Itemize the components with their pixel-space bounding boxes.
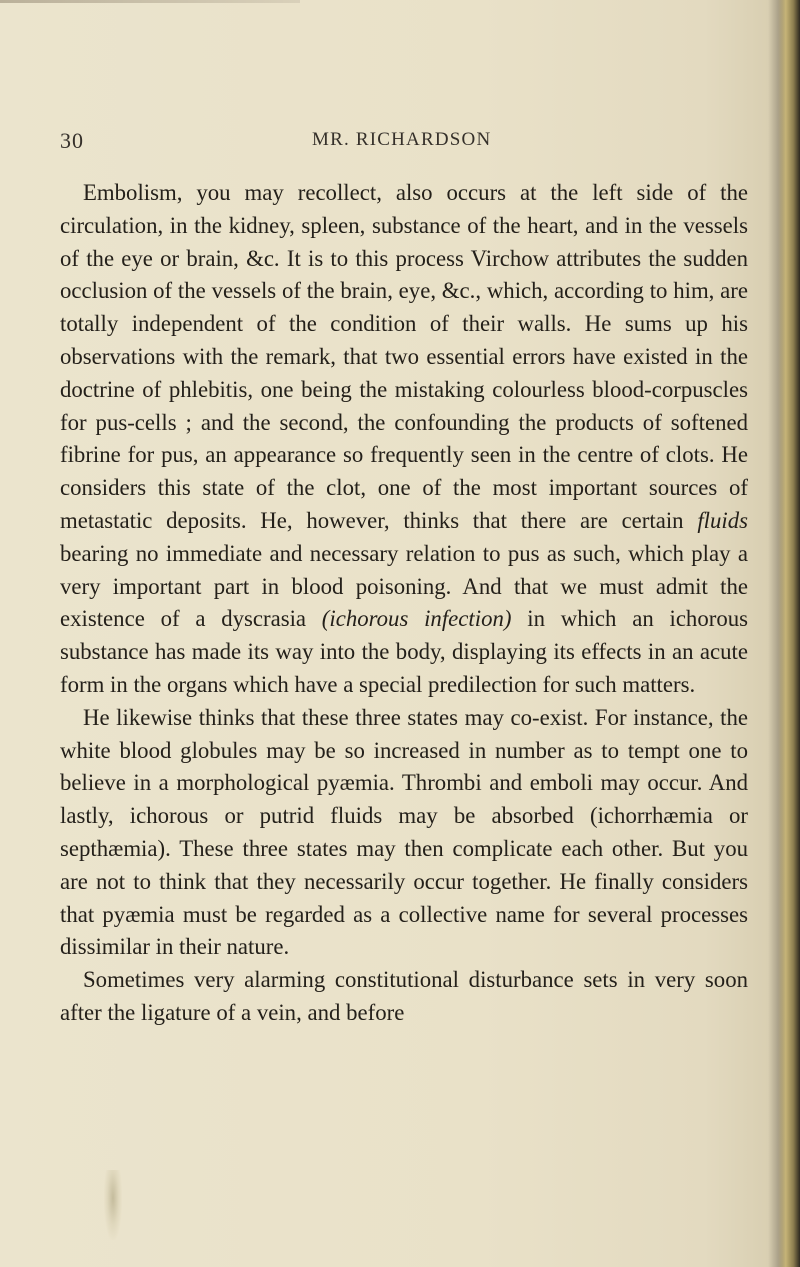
paragraph-text: bearing no immediate and necessary relation to pus as such, which play a very important part in blood poisoning. And that we must admit the existence of a dyscrasia	[60, 540, 748, 632]
italic-text: (ichorous infection)	[321, 606, 512, 632]
paragraph-text: Embolism, you may recollect, also occurs at the left side of the circulation, in the kidney, spleen, substance of the heart, and in the vessels of the eye or brain, &c. It is to this process Virchow attributes the sudden occlusion of the vessels of the brain, eye, &c., which, according to him, are totally independent of the condition of their walls. He sums up his observations with the remark, that two essential errors have existed in the doctrine of phlebitis, one being the mistaking colourless blood-corpuscles for pus-cells ; and the second, the confounding the products of softened fibrine for pus, an appearance so frequently seen in the centre of clots. He considers this state of the clot, one of the most important sources of metastatic deposits. He, however, thinks that there are certain	[60, 180, 748, 533]
paragraph: He likewise thinks that these three states may co-exist. For instance, the white blood globules may be so increased in number as to tempt one to believe in a morphological pyæmia. Thrombi and emboli may occur. And lastly, ichorous or putrid fluids may be absorbed (ichorrhæmia or septhæmia). These three states may then complicate each other. But you are not to think that they necessarily occur together. He finally considers that pyæmia must be regarded as a collective name for several processes dissimilar in their nature.	[60, 704, 748, 960]
paragraph-text: in which an ichorous substance has made its way into the body, displaying its effects in an acute form in the organs which have a special predilection for such matters.	[60, 606, 748, 697]
running-head: MR. RICHARDSON	[312, 129, 492, 150]
paper-stain	[104, 1170, 122, 1240]
page-edge-shadow	[778, 0, 800, 1267]
paragraph: Sometimes very alarming constitutional disturbance sets in very soon after the ligature of a vein, and before	[60, 967, 748, 1025]
page-number: 30	[60, 128, 84, 153]
top-edge-shadow	[0, 0, 300, 3]
italic-text: fluids	[697, 507, 748, 533]
body-text	[60, 177, 748, 1030]
paragraph	[60, 177, 748, 702]
